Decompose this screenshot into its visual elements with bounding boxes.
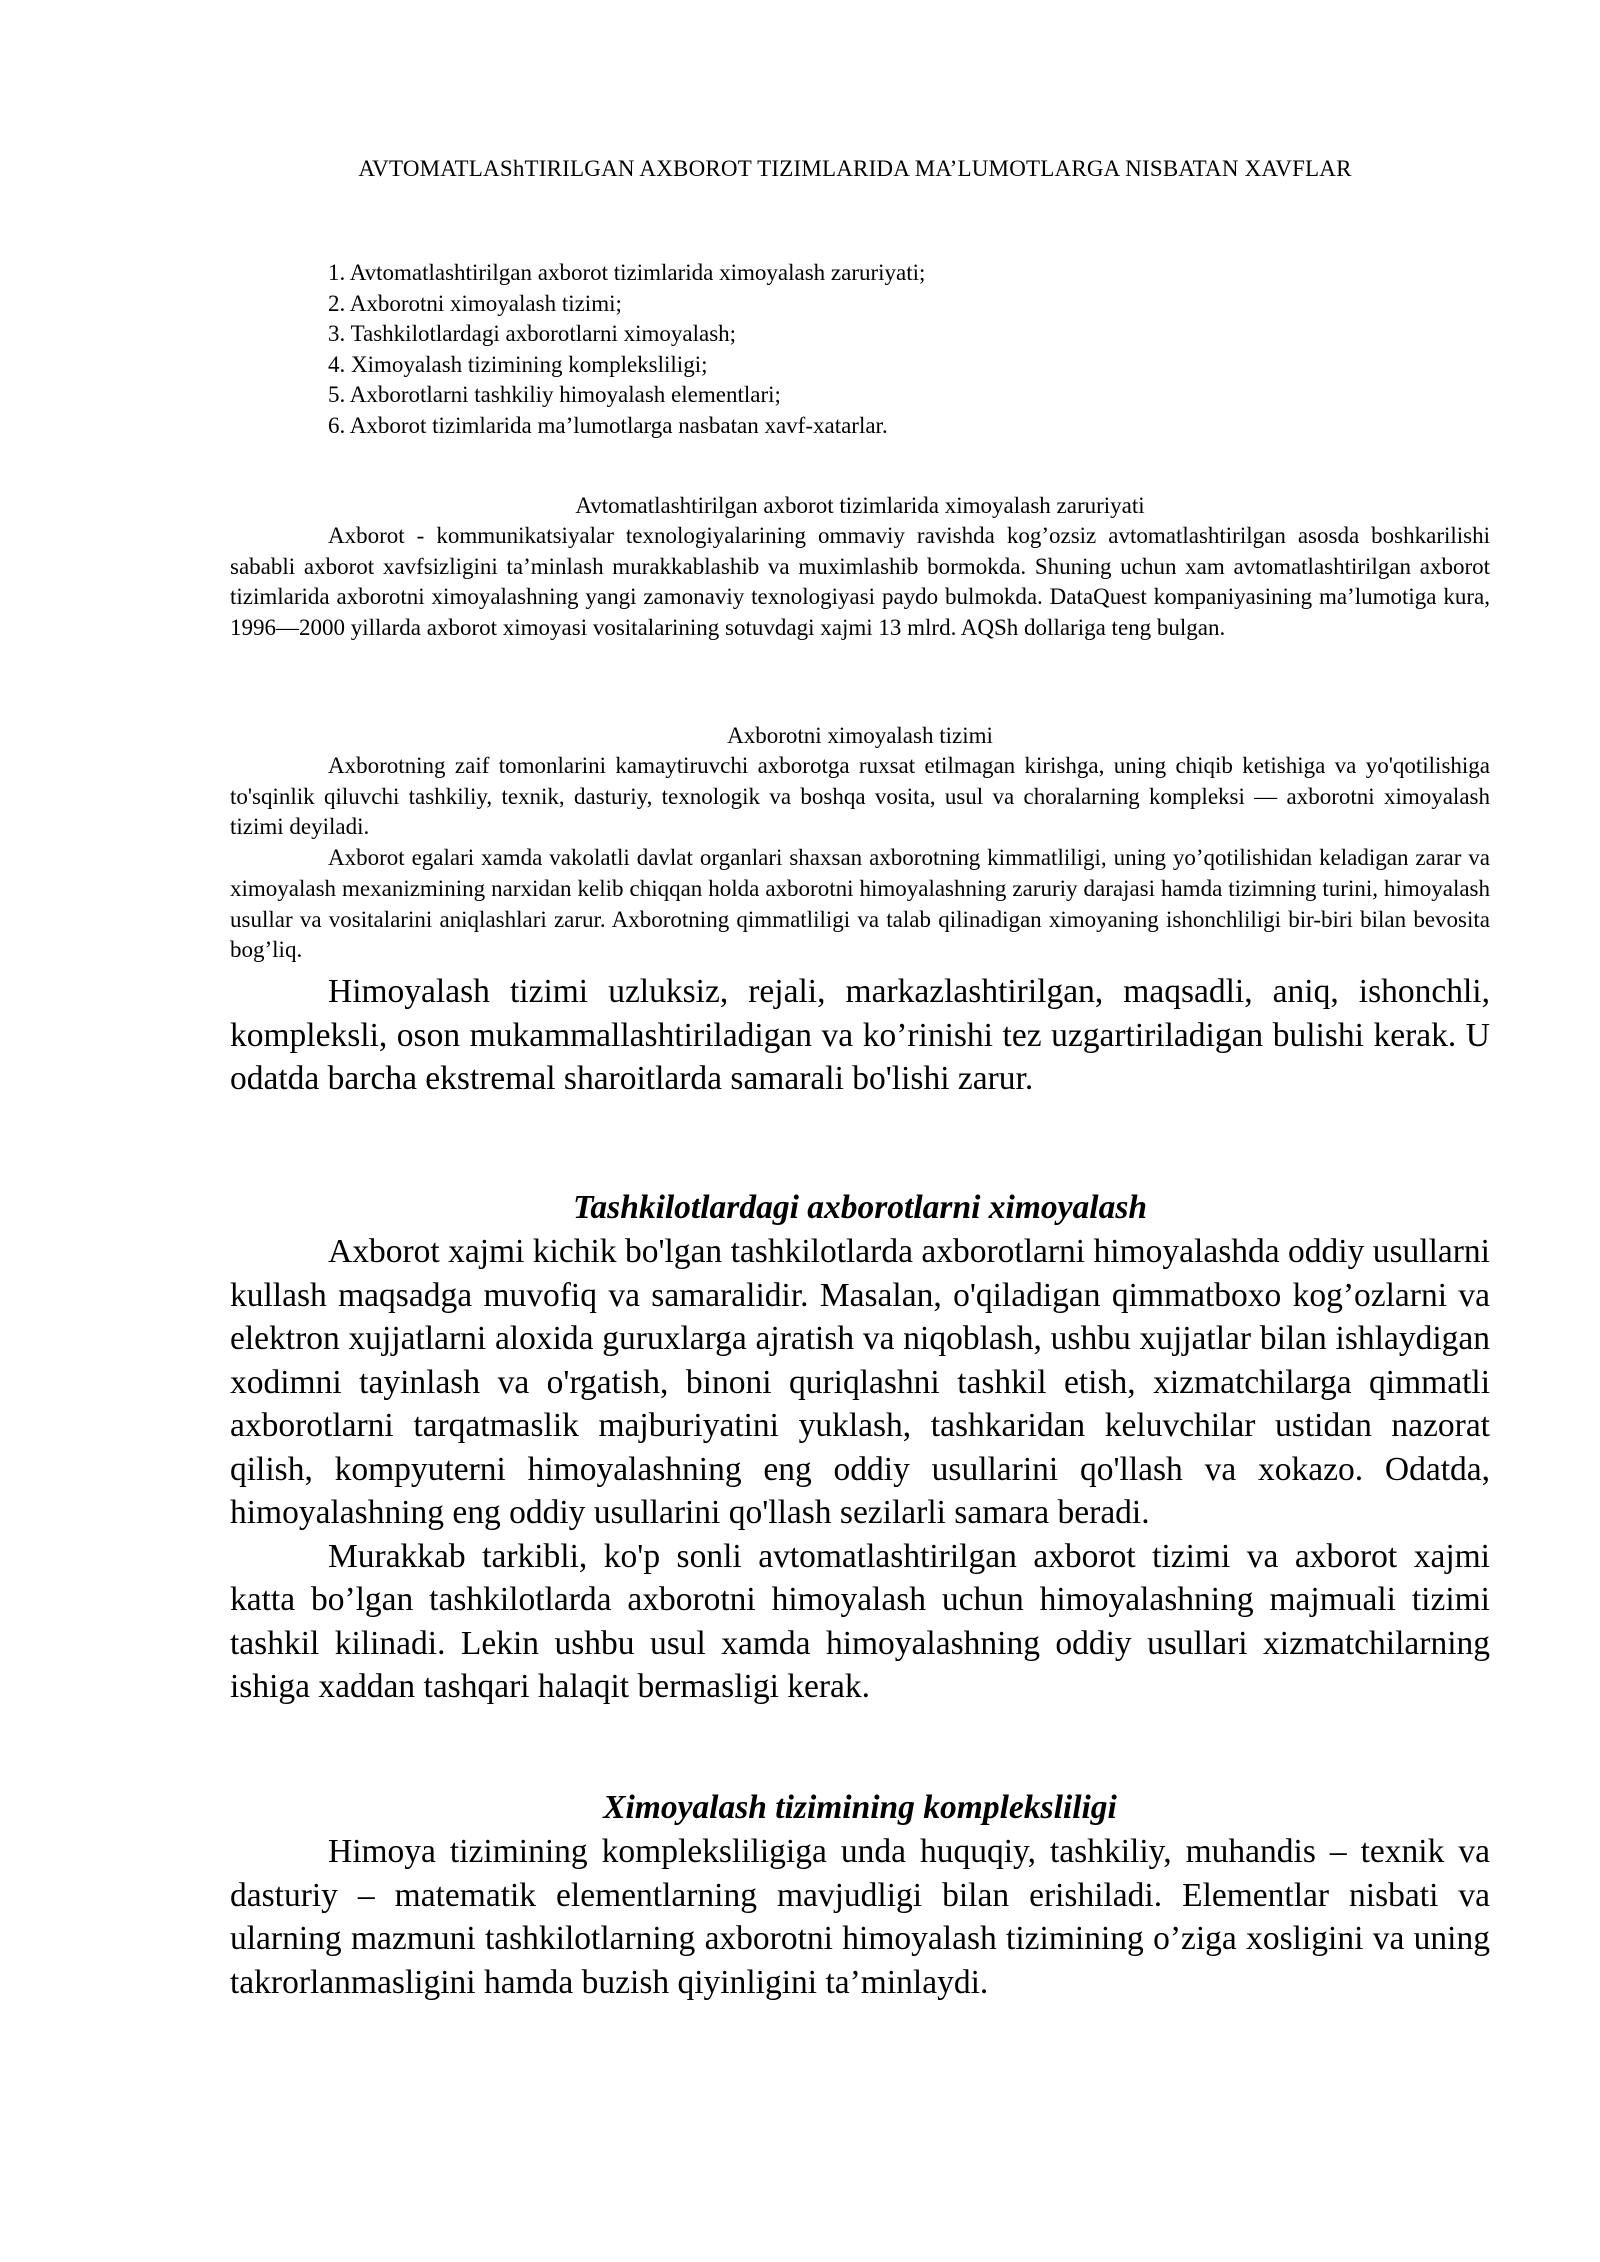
section-organization-protection (230, 1186, 1490, 1709)
section-heading: Tashkilotlardagi axborotlarni ximoyalash (573, 1189, 1147, 1226)
section-paragraph: Axborot egalari xamda vakolatli davlat organlari shaxsan axborotning kimmatliligi, uning yo’qotilishidan keladigan zarar va ximoyalash mexanizmining narxidan kelib chiqqan holda axborotni himoyalashning zaruriy darajasi hamda tizimning turini, himoyalash usullar va vositalarini aniqlashlari zarur. Axborotning qimmatliligi va talab qilinadigan ximoyaning ishonchliligi bir-biri bilan bevosita bog’liq. (230, 845, 1490, 963)
section-protection-system (230, 720, 1490, 966)
section-heading: Axborotni ximoyalash tizimi (727, 723, 993, 748)
large-paragraph: Himoyalash tizimi uzluksiz, rejali, markazlashtirilgan, maqsadli, aniq, ishonchli, kompleksli, oson mukammallashtiriladigan va ko’rinishi tez uzgartiriladigan bulishi kerak. U odatda barcha ekstremal sharoitlarda samarali bo'lishi zarur. (230, 973, 1490, 1097)
section-system-complexity (230, 1786, 1490, 2004)
large-paragraph-block (230, 970, 1490, 1101)
toc-item: 5. Axborotlarni tashkiliy himoyalash elementlari; (328, 382, 781, 408)
section-paragraph: Axborot xajmi kichik bo'lgan tashkilotlarda axborotlarni himoyalashda oddiy usullarni kullash maqsadga muvofiq va samaralidir. Masalan, o'qiladigan qimmatboxo kog’ozlarni va elektron xujjatlarni aloxida guruxlarga ajratish va niqoblash, ushbu xujjatlar bilan ishlaydigan xodimni tayinlash va o'rgatish, binoni quriqlashni tashkil etish, xizmatchilarga qimmatli axborotlarni tarqatmaslik majburiyatini yuklash, tashkaridan keluvchilar ustidan nazorat qilish, kompyuterni himoyalashning eng oddiy usullarini qo'llash va xokazo. Odatda, himoyalashning eng oddiy usullarini qo'llash sezilarli samara beradi. (230, 1233, 1490, 1531)
toc-item: 6. Axborot tizimlarida ma’lumotlarga nasbatan xavf-xatarlar. (328, 412, 888, 438)
section-paragraph: Murakkab tarkibli, ko'p sonli avtomatlashtirilgan axborot tizimi va axborot xajmi katta bo’lgan tashkilotlarda axborotni himoyalash uchun himoyalashning majmuali tizimi tashkil kilinadi. Lekin ushbu usul xamda himoyalashning oddiy usullari xizmatchilarning ishiga xaddan tashqari halaqit bermasligi kerak. (230, 1537, 1490, 1705)
section-paragraph: Axborotning zaif tomonlarini kamaytiruvchi axborotga ruxsat etilmagan kirishga, uning chiqib ketishiga va yo'qotilishiga to'sqinlik qiluvchi tashkiliy, texnik, dasturiy, texnologik va boshqa vosita, usul va choralarning kompleksi — axborotni ximoyalash tizimi deyiladi. (230, 753, 1490, 840)
section-protection-necessity (230, 490, 1490, 644)
toc-item: 3. Tashkilotlardagi axborotlarni ximoyalash; (328, 321, 737, 347)
toc-item: 4. Ximoyalash tizimining kompleksliligi; (328, 351, 708, 377)
toc-item: 2. Axborotni ximoyalash tizimi; (328, 290, 622, 316)
section-paragraph: Axborot - kommunikatsiyalar texnologiyalarining ommaviy ravishda kog’ozsiz avtomatlashtirilgan asosda boshkarilishi sababli axborot xavfsizligini ta’minlash murakkablashib va muximlashib bormokda. Shuning uchun xam avtomatlashtirilgan axborot tizimlarida axborotni ximoyalashning yangi zamonaviy texnologiyasi paydo bulmokda. DataQuest kompaniyasining ma’lumotiga kura, 1996—2000 yillarda axborot ximoyasi vositalarining sotuvdagi xajmi 13 mlrd. AQSh dollariga teng bulgan. (230, 523, 1490, 641)
section-heading: Avtomatlashtirilgan axborot tizimlarida ximoyalash zaruriyati (575, 493, 1145, 518)
section-paragraph: Himoya tizimining kompleksliligiga unda huquqiy, tashkiliy, muhandis – texnik va dasturiy – matematik elementlarning mavjudligi bilan erishiladi. Elementlar nisbati va ularning mazmuni tashkilotlarning axborotni himoyalash tizimining o’ziga xosligini va uning takrorlanmasligini hamda buzish qiyinligini ta’minlaydi. (230, 1833, 1490, 2001)
section-heading: Ximoyalash tizimining kompleksliligi (603, 1789, 1117, 1826)
toc-item: 1. Avtomatlashtirilgan axborot tizimlarida ximoyalash zaruriyati; (328, 260, 926, 285)
document-title: AVTOMATLAShTIRILGAN AXBOROT TIZIMLARIDA MA’LUMOTLARGA NISBATAN XAVFLAR (358, 156, 1352, 181)
table-of-contents (328, 258, 1228, 442)
